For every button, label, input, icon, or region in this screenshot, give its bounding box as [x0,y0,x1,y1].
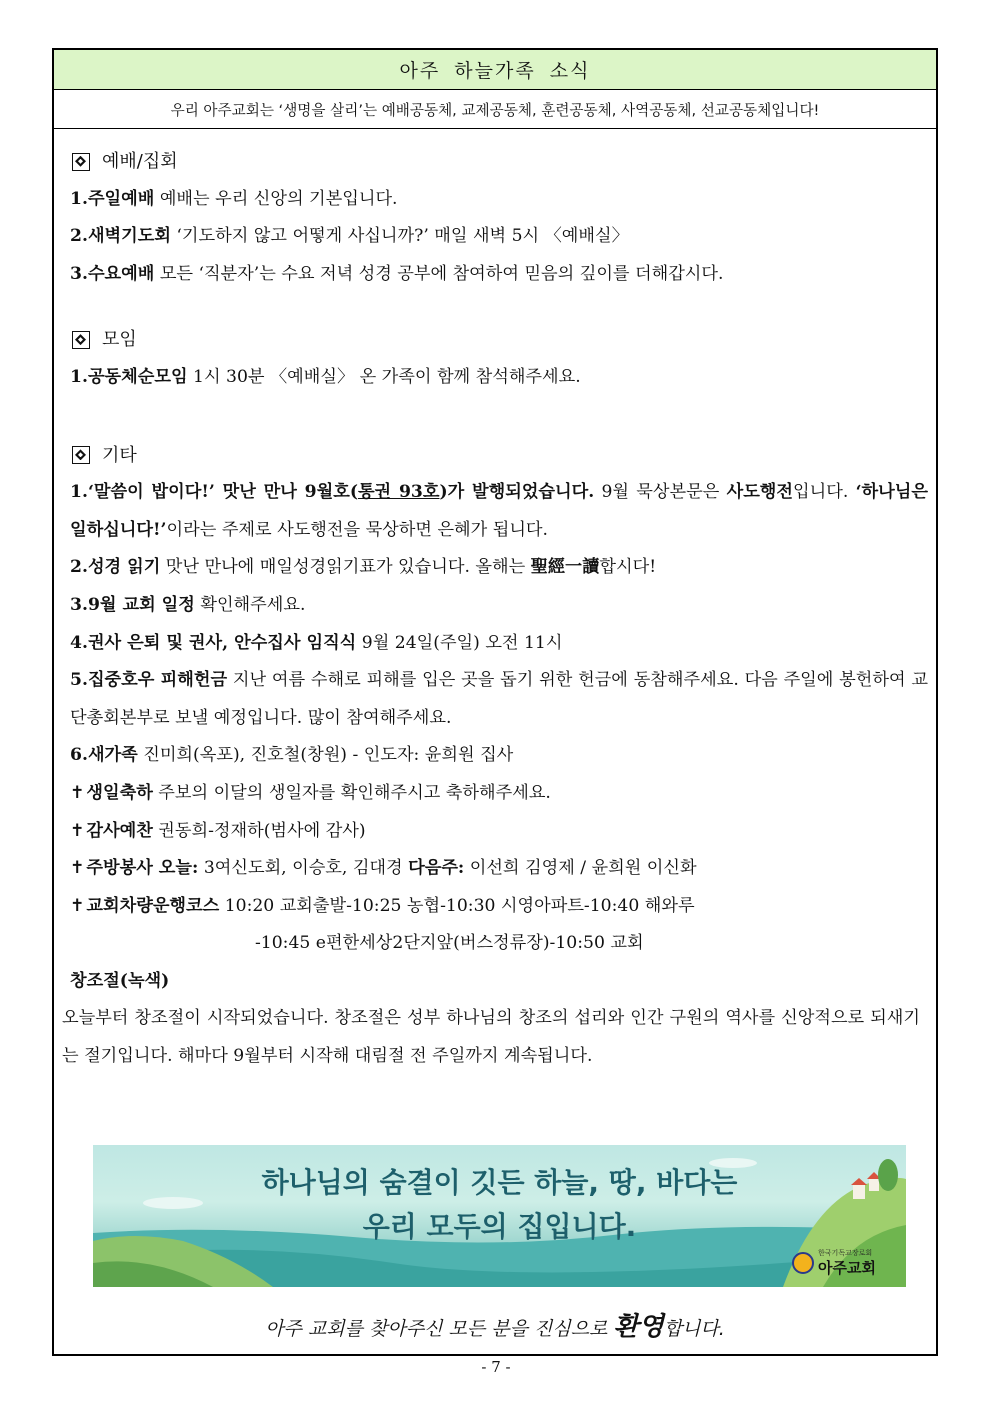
season-title: 창조절(녹색) [70,970,170,991]
season-banner [93,1145,906,1287]
page-number: - 7 - [481,1358,511,1376]
welcome-message: 아주 교회를 찾아주신 모든 분을 진심으로 환영합니다. [265,1312,725,1342]
etc-item-6: 6.새가족 진미희(옥포), 진호철(창원) - 인도자: 윤희원 집사 [70,745,514,766]
etc-item-4: 4.권사 은퇴 및 권사, 안수집사 임직식 9월 24일(주일) 오전 11시 [70,632,563,653]
thanks-item: ✝ 감사예찬 권동희-정재하(범사에 감사) [70,820,366,841]
church-emblem-icon [792,1252,814,1274]
church-logo: 한국기독교장로회 아주교회 [792,1249,876,1277]
diamond-box-icon [72,331,90,349]
season-body: 오늘부터 창조절이 시작되었습니다. 창조절은 성부 하나님의 창조의 섭리와 인간 구원의 역사를 신앙적으로 되새기는 절기입니다. 해마다 9월부터 시작해 대림절 전 주일까지 계속됩니다. [62,1008,920,1067]
diamond-box-icon [72,153,90,171]
church-vehicle-item-cont: -10:45 e편한세상2단지앞(버스정류장)-10:50 교회 [255,933,644,954]
cross-icon: ✝ [70,858,85,879]
etc-item-1: 1.‘말씀이 밥이다!’ 맛난 만나 9월호(통권 93호)가 발행되었습니다. 9월 묵상본문은 사도행전입니다. ‘하나님은 일하십니다!’이라는 주제로 사도행전을 묵상하면 은혜가 됩니다. [70,482,928,540]
etc-item-3: 3.9월 교회 일정 확인해주세요. [70,594,306,615]
banner-text: 하나님의 숨결이 깃든 하늘, 땅, 바다는 우리 모두의 집입니다. [261,1166,738,1243]
church-vehicle-item: ✝ 교회차량운행코스 10:20 교회출발-10:25 농협-10:30 시영아파트-10:40 해와루 [70,895,695,916]
etc-item-2: 2.성경 읽기 맛난 만나에 매일성경읽기표가 있습니다. 올해는 聖經一讀합시다! [70,557,657,578]
section-etc-heading: 기타 [70,437,928,475]
worship-item-2: 2.새벽기도회 ‘기도하지 않고 어떻게 사십니까?’ 매일 새벽 5시 〈예배실〉 [70,226,629,247]
birthday-item: ✝ 생일축하 주보의 이달의 생일자를 확인해주시고 축하해주세요. [70,782,551,803]
section-meeting-heading: 모임 [70,321,928,359]
cross-icon: ✝ [70,782,85,803]
bulletin-frame [52,48,938,1356]
cross-icon: ✝ [70,895,85,916]
content-body [54,129,936,1076]
cross-icon: ✝ [70,820,85,841]
kitchen-service-item: ✝ 주방봉사 오늘: 3여신도회, 이승호, 김대경 다음주: 이선희 김영제 / 윤희원 이신화 [70,858,697,879]
diamond-box-icon [72,446,90,464]
worship-item-3: 3.수요예배 모든 ‘직분자’는 수요 저녁 성경 공부에 참여하여 믿음의 깊이를 더해갑시다. [70,263,724,284]
worship-item-1: 1.주일예배 예배는 우리 신앙의 기본입니다. [70,188,398,209]
church-motto: 우리 아주교회는 ‘생명을 살리’는 예배공동체, 교제공동체, 훈련공동체, 사역공동체, 선교공동체입니다! [54,90,936,129]
page-title: 아주 하늘가족 소식 [54,50,936,90]
season-section [62,963,928,1076]
section-worship-heading: 예배/집회 [70,143,928,181]
etc-item-5: 5.집중호우 피해헌금 지난 여름 수해로 피해를 입은 곳을 돕기 위한 헌금에 동참해주세요. 다음 주일에 봉헌하여 교단총회본부로 보낼 예정입니다. 많이 참여해주세요. [70,670,928,728]
meeting-item-1: 1.공동체순모임 1시 30분 〈예배실〉 온 가족이 함께 참석해주세요. [70,366,581,387]
